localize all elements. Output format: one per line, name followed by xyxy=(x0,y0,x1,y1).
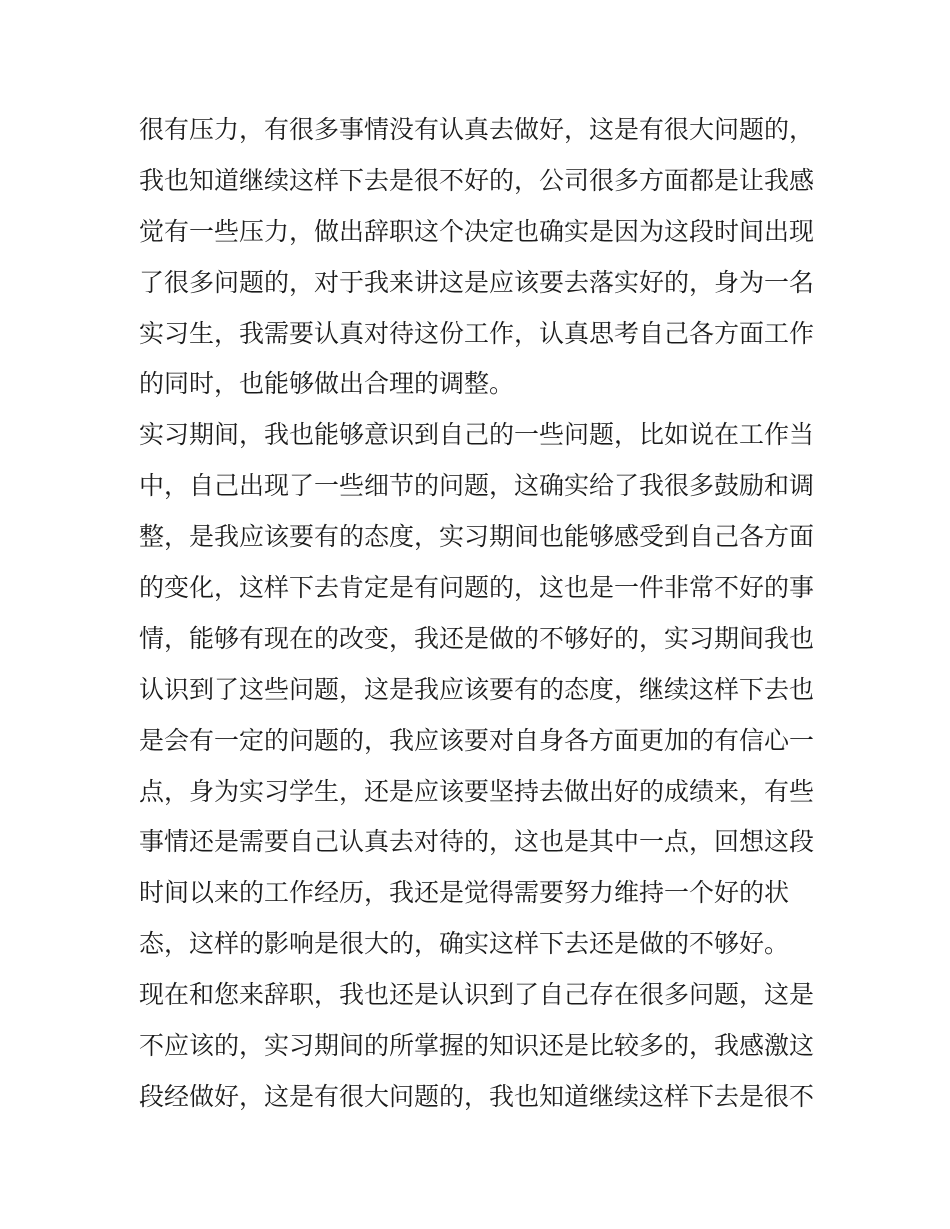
text-line-1: 很有压力，有很多事情没有认真去做好，这是有很大问题的， xyxy=(139,115,815,144)
text-line-13: 是会有一定的问题的，我应该要对自身各方面更加的有信心一 xyxy=(139,725,815,755)
text-line-5: 实习生，我需要认真对待这份工作，认真思考自己各方面工作 xyxy=(139,318,815,348)
text-line-8: 中，自己出现了一些细节的问题，这确实给了我很多鼓励和调 xyxy=(139,471,815,501)
text-line-7: 实习期间，我也能够意识到自己的一些问题，比如说在工作当 xyxy=(139,420,815,450)
text-line-10: 的变化，这样下去肯定是有问题的，这也是一件非常不好的事 xyxy=(139,573,815,603)
text-line-9: 整，是我应该要有的态度，实习期间也能够感受到自己各方面 xyxy=(139,522,815,552)
text-line-16: 时间以来的工作经历，我还是觉得需要努力维持一个好的状 xyxy=(139,878,790,908)
text-line-11: 情，能够有现在的改变，我还是做的不够好的，实习期间我也 xyxy=(139,623,815,653)
text-line-2: 我也知道继续这样下去是很不好的，公司很多方面都是让我感 xyxy=(139,165,815,195)
text-line-19: 不应该的，实习期间的所掌握的知识还是比较多的，我感激这 xyxy=(139,1031,815,1061)
text-line-17: 态，这样的影响是很大的，确实这样下去还是做的不够好。 xyxy=(139,929,790,959)
text-line-20: 段经做好，这是有很大问题的，我也知道继续这样下去是很不 xyxy=(139,1081,815,1111)
text-line-3: 觉有一些压力，做出辞职这个决定也确实是因为这段时间出现 xyxy=(139,216,815,246)
document-body xyxy=(139,105,819,1123)
text-line-12: 认识到了这些问题，这是我应该要有的态度，继续这样下去也 xyxy=(139,674,815,704)
text-line-6: 的同时，也能够做出合理的调整。 xyxy=(139,369,515,399)
text-line-14: 点，身为实习学生，还是应该要坚持去做出好的成绩来，有些 xyxy=(139,776,815,806)
text-line-18: 现在和您来辞职，我也还是认识到了自己存在很多问题，这是 xyxy=(139,980,815,1010)
text-line-4: 了很多问题的，对于我来讲这是应该要去落实好的，身为一名 xyxy=(139,267,815,297)
text-line-15: 事情还是需要自己认真去对待的，这也是其中一点，回想这段 xyxy=(139,827,815,857)
